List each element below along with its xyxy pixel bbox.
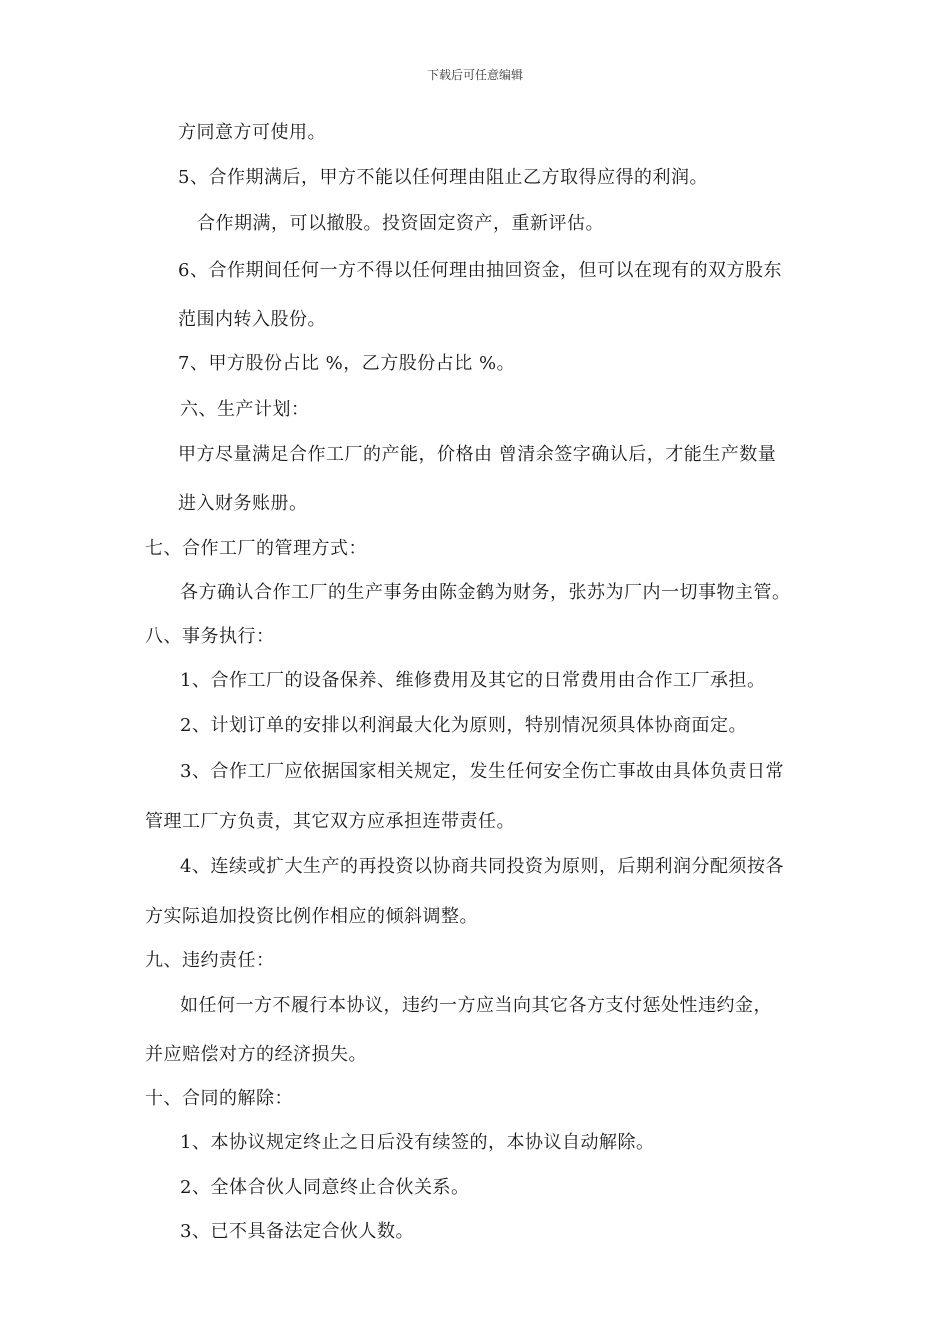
paragraph-line: 2、全体合伙人同意终止合伙关系。	[180, 1177, 470, 1198]
paragraph-line: 2、计划订单的安排以利润最大化为原则，特别情况须具体协商面定。	[180, 715, 747, 736]
paragraph-line: 1、合作工厂的设备保养、维修费用及其它的日常费用由合作工厂承担。	[180, 670, 766, 691]
paragraph-line: 7、甲方股份占比 %，乙方股份占比 %。	[178, 353, 516, 374]
paragraph-line: 并应赔偿对方的经济损失。	[145, 1044, 367, 1065]
page-header: 下载后可任意编辑	[426, 68, 523, 82]
paragraph-line: 合作期满，可以撤股。投资固定资产，重新评估。	[197, 213, 604, 234]
paragraph-line: 如任何一方不履行本协议，违约一方应当向其它各方支付惩处性违约金，	[180, 995, 772, 1016]
paragraph-line: 5、合作期满后，甲方不能以任何理由阻止乙方取得应得的利润。	[178, 167, 708, 188]
paragraph-line: 方实际追加投资比例作相应的倾斜调整。	[145, 906, 478, 927]
section-heading: 六、生产计划：	[180, 399, 310, 420]
paragraph-line: 甲方尽量满足合作工厂的产能，价格由 曾清余签字确认后，才能生产数量	[178, 444, 777, 465]
paragraph-line: 各方确认合作工厂的生产事务由陈金鹤为财务，张苏为厂内一切事物主管。	[180, 582, 791, 603]
section-heading: 十、合同的解除：	[145, 1088, 293, 1109]
paragraph-line: 4、连续或扩大生产的再投资以协商共同投资为原则，后期利润分配须按各	[180, 856, 784, 877]
paragraph-line: 方同意方可使用。	[178, 122, 326, 143]
section-heading: 七、合作工厂的管理方式：	[145, 538, 367, 559]
paragraph-line: 管理工厂方负责，其它双方应承担连带责任。	[145, 811, 515, 832]
paragraph-line: 范围内转入股份。	[178, 309, 326, 330]
paragraph-line: 进入财务账册。	[178, 493, 308, 514]
paragraph-line: 6、合作期间任何一方不得以任何理由抽回资金，但可以在现有的双方股东	[178, 260, 782, 281]
paragraph-line: 3、已不具备法定合伙人数。	[180, 1221, 414, 1242]
section-heading: 九、违约责任：	[145, 950, 275, 971]
section-heading: 八、事务执行：	[145, 626, 275, 647]
paragraph-line: 1、本协议规定终止之日后没有续签的，本协议自动解除。	[180, 1132, 655, 1153]
paragraph-line: 3、合作工厂应依据国家相关规定，发生任何安全伤亡事故由具体负责日常	[180, 761, 784, 782]
